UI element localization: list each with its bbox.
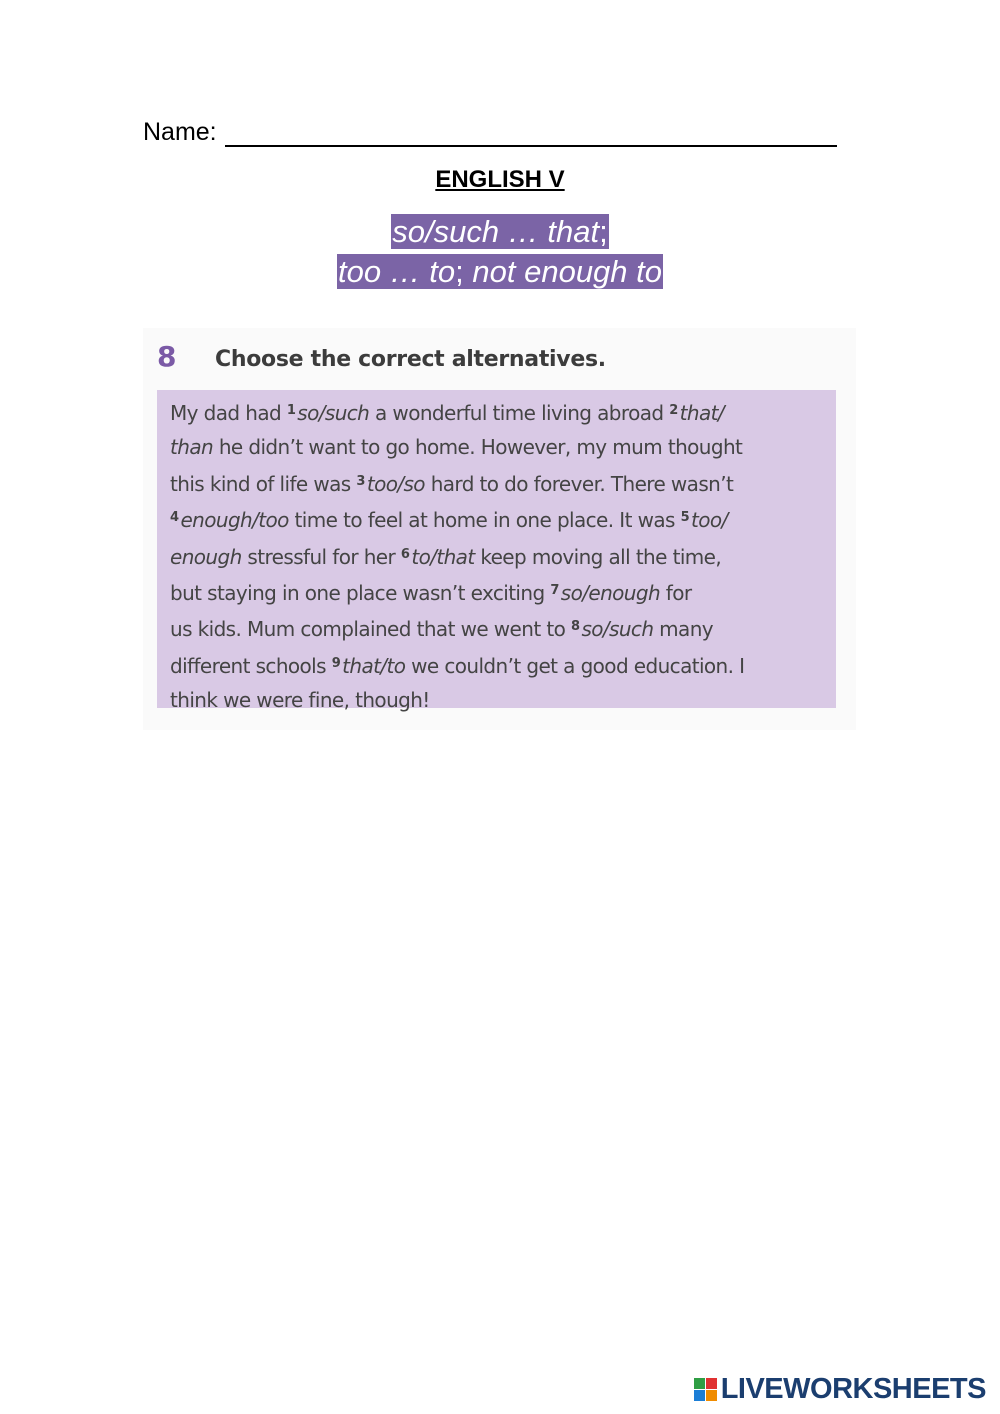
gap-number: 1 (286, 403, 296, 418)
exercise-line (170, 465, 835, 501)
exercise-line (170, 647, 835, 683)
exercise-text: he didn’t want to go home. However, my mum thought (213, 435, 743, 460)
exercise-text: many (653, 617, 714, 642)
gap-number: 6 (400, 546, 410, 562)
exercise-text: hard to do forever. There wasn’t (424, 471, 734, 496)
answer-alternatives[interactable]: that/to (342, 653, 406, 678)
exercise-text: My dad had (170, 401, 287, 425)
exercise-text: this kind of life was (170, 471, 357, 496)
exercise-text: for (660, 581, 692, 606)
exercise-text: keep moving all the time, (474, 544, 722, 569)
topic-separator: ; (455, 254, 473, 289)
name-field-row (143, 118, 837, 147)
exercise-text: stressful for her (241, 544, 401, 569)
exercise-line (170, 574, 835, 610)
answer-alternatives[interactable]: too/so (366, 471, 425, 496)
topic-line-2 (0, 252, 1000, 292)
exercise-line (170, 430, 835, 464)
topic-not-enough: not enough to (472, 254, 663, 289)
answer-alternatives[interactable]: to/that (411, 544, 475, 569)
name-label: Name: (143, 118, 217, 146)
gap-number: 5 (680, 510, 690, 526)
answer-alternatives[interactable]: so/such (297, 401, 370, 425)
answer-alternatives[interactable]: than (170, 435, 214, 460)
topic-too-to: too … to (337, 254, 456, 289)
gap-number: 9 (331, 655, 341, 671)
exercise-text: but staying in one place wasn’t exciting (170, 581, 551, 606)
answer-alternatives[interactable]: too/ (691, 508, 728, 533)
gap-number: 4 (170, 510, 179, 526)
exercise-text-box (157, 390, 836, 713)
answer-alternatives[interactable]: enough (170, 544, 242, 569)
name-blank-line[interactable] (225, 121, 837, 147)
exercise-text: think we were fine, though! (170, 688, 430, 713)
liveworksheets-logo (694, 1373, 986, 1406)
exercise-paragraph (170, 394, 835, 718)
logo-tile-icon (694, 1378, 705, 1389)
exercise-text: we couldn’t get a good education. I (405, 653, 745, 678)
gap-number: 3 (356, 473, 365, 489)
logo-tile-icon (706, 1390, 717, 1401)
page-title: ENGLISH V (435, 166, 565, 193)
answer-alternatives[interactable]: so/such (581, 617, 654, 642)
topic-separator: ; (599, 214, 608, 249)
exercise-line (170, 610, 835, 646)
exercise-line (170, 501, 835, 537)
liveworksheets-logo-icon (694, 1378, 717, 1401)
exercise-line (170, 683, 835, 717)
exercise-text: time to feel at home in one place. It was (288, 508, 681, 533)
gap-number: 7 (550, 583, 559, 599)
answer-alternatives[interactable]: that/ (679, 401, 725, 425)
topic-line-1 (0, 212, 1000, 252)
exercise-text: different schools (170, 653, 332, 678)
answer-alternatives[interactable]: so/enough (560, 581, 661, 606)
topic-heading (0, 212, 1000, 292)
liveworksheets-logo-text: LIVEWORKSHEETS (720, 1373, 986, 1405)
gap-number: 8 (570, 619, 580, 635)
exercise-line (170, 538, 835, 574)
logo-tile-icon (706, 1378, 717, 1389)
exercise-text: a wonderful time living abroad (369, 401, 670, 425)
logo-tile-icon (694, 1390, 705, 1401)
answer-alternatives[interactable]: enough/too (180, 508, 289, 533)
exercise-line (170, 394, 835, 430)
exercise-header (157, 340, 606, 373)
gap-number: 2 (669, 403, 678, 418)
exercise-image (143, 328, 856, 730)
topic-so-such: so/such … that (392, 214, 600, 249)
exercise-instruction: Choose the correct alternatives. (215, 347, 606, 372)
exercise-text: us kids. Mum complained that we went to (170, 617, 571, 642)
exercise-number: 8 (157, 340, 177, 373)
